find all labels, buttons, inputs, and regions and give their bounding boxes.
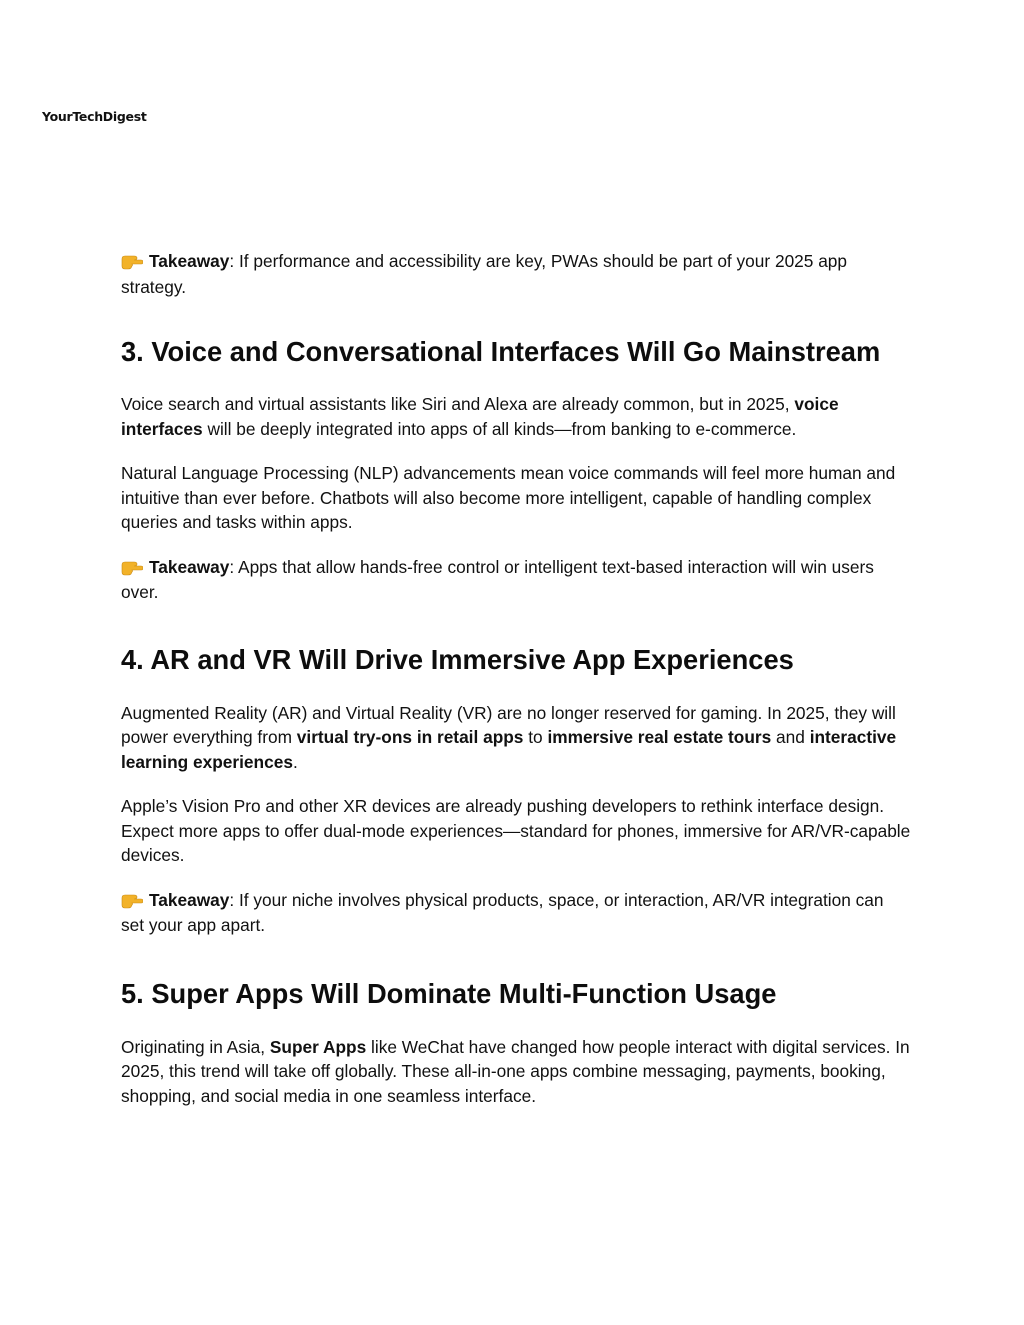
text-run: like WeChat have changed how people interact with digital services. In 2025, this trend will take off globally. These all-in-one apps combine messaging, payments, booking, shopping, and social media in one seamless interface. [121,1036,910,1106]
takeaway-paragraph [121,249,911,299]
section-4-paragraph-2: Apple’s Vision Pro and other XR devices are already pushing developers to rethink interface design. Expect more apps to offer dual-mode experiences—standard for phones, immersive for AR/VR-capable devices. [121,796,911,865]
brand-logo: YourTechDigest [42,109,147,124]
section-4-paragraph-1 [121,701,911,775]
text-run: . [292,751,298,772]
takeaway-label: Takeaway [149,251,230,271]
bold-phrase: Super Apps [269,1036,367,1057]
takeaway-label: Takeaway [149,556,230,577]
pointing-hand-icon [121,250,143,275]
section-5-paragraph-1 [121,1035,911,1109]
section-3-heading: 3. Voice and Conversational Interfaces Will Go Mainstream [121,336,881,367]
section-5-heading: 5. Super Apps Will Dominate Multi-Function Usage [121,977,777,1009]
pointing-hand-icon [121,889,143,914]
takeaway-paragraph [121,555,911,605]
section-4-heading: 4. AR and VR Will Drive Immersive App Experiences [121,643,794,675]
text-run: and [771,727,810,747]
pointing-hand-icon [121,556,143,581]
text-run: Voice search and virtual assistants like Siri and Alexa are already common, but in 2025, [121,394,795,414]
bold-phrase: immersive real estate tours [547,727,772,747]
takeaway-text: : Apps that allow hands-free control or intelligent text-based interaction will win users over. [121,556,874,602]
section-3-paragraph-2: Natural Language Processing (NLP) advancements mean voice commands will feel more human and intuitive than ever before. Chatbots will also become more intelligent, capable of handling complex queries and tasks within apps. [121,463,896,532]
bold-phrase: virtual try-ons in retail apps [296,727,524,747]
section-3-paragraph-1 [121,392,911,441]
takeaway-text: : If performance and accessibility are key, PWAs should be part of your 2025 app strategy. [121,251,848,297]
bold-phrase: interactive learning experiences [121,727,897,772]
takeaway-text: : If your niche involves physical products, space, or interaction, AR/VR integration can set your app apart. [121,889,884,935]
takeaway-label: Takeaway [149,889,230,910]
text-run: to [523,727,548,747]
bold-phrase: voice interfaces [121,394,839,439]
text-run: Originating in Asia, [121,1036,270,1057]
text-run: Augmented Reality (AR) and Virtual Reality (VR) are no longer reserved for gaming. In 2025, they will power everything from [121,702,896,747]
text-run: will be deeply integrated into apps of all kinds—from banking to e-commerce. [202,418,797,439]
article-body [121,249,911,1128]
takeaway-paragraph [121,888,911,938]
